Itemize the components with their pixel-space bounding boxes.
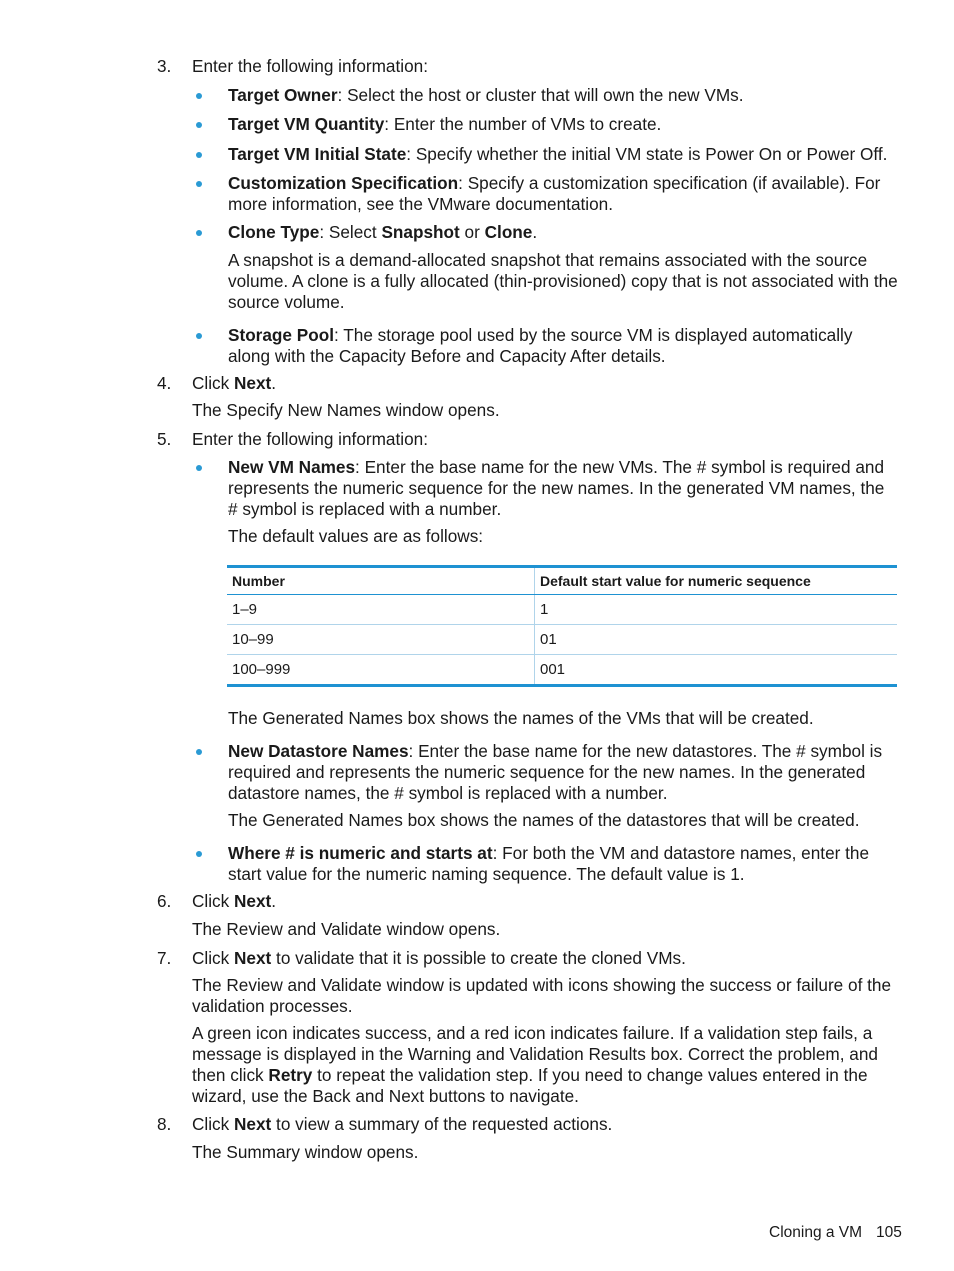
table-cell: 1–9 xyxy=(227,595,535,625)
rest-text: to validate that it is possible to create the cloned VMs. xyxy=(271,948,686,968)
table-row xyxy=(227,595,897,625)
next-label: Next xyxy=(234,373,272,393)
clone-option: Clone xyxy=(484,222,533,242)
step-7-para-1: The Review and Validate window is updated with icons showing the success or failure of the validation processes. xyxy=(192,975,892,1016)
next-label: Next xyxy=(234,891,272,911)
term: Target VM Initial State xyxy=(228,144,407,164)
table-cell: 10–99 xyxy=(227,625,535,655)
para-text: to repeat the validation step. If you need to change values entered in the wizard, use the Back and Next buttons to navigate. xyxy=(192,1065,868,1106)
desc: : Enter the base name for the new VMs. The # symbol is required and represents the numeric sequence for the new names. In the generated VM names, the # symbol is replaced with a number. xyxy=(228,457,885,519)
step-7-number: 7. xyxy=(157,948,172,968)
rest-text: to view a summary of the requested actions. xyxy=(271,1114,613,1134)
bullet-icon xyxy=(196,230,202,236)
step-3-text: Enter the following information: xyxy=(192,56,428,76)
para-text: A green icon indicates success, and a red icon indicates failure. If a validation step fails, a message is displayed in the Warning and Validation Results box. Correct the problem, and then click xyxy=(192,1023,878,1085)
step-6-result: The Review and Validate window opens. xyxy=(192,919,501,939)
after-table-note: The Generated Names box shows the names of the VMs that will be created. xyxy=(228,708,814,728)
desc: : Enter the number of VMs to create. xyxy=(384,114,662,134)
table-cell: 1 xyxy=(535,595,898,625)
term: New Datastore Names xyxy=(228,741,409,761)
step-8-result: The Summary window opens. xyxy=(192,1142,419,1162)
bullet-icon xyxy=(196,851,202,857)
desc: : Specify whether the initial VM state is Power On or Power Off. xyxy=(406,144,888,164)
step-7-text xyxy=(192,948,897,969)
bullet-new-vm-names xyxy=(228,457,898,520)
desc: : Enter the base name for the new datastores. The # symbol is required and represents the numeric sequence for the new names. In the generated datastore names, the # symbol is replaced with a number. xyxy=(228,741,883,803)
bullet-icon xyxy=(196,122,202,128)
term: Storage Pool xyxy=(228,325,335,345)
retry-label: Retry xyxy=(268,1065,313,1085)
bullet-icon xyxy=(196,333,202,339)
bullet-icon xyxy=(196,749,202,755)
term: Customization Specification xyxy=(228,173,459,193)
step-4-result: The Specify New Names window opens. xyxy=(192,400,500,420)
end-text: . xyxy=(271,373,277,393)
column-header: Default start value for numeric sequence xyxy=(535,567,898,595)
click-text: Click xyxy=(192,948,235,968)
term: Target Owner xyxy=(228,85,338,105)
term: New VM Names xyxy=(228,457,356,477)
click-text: Click xyxy=(192,1114,235,1134)
bullet-target-owner xyxy=(228,85,898,106)
bullet-target-vm-initial-state xyxy=(228,144,898,165)
defaults-intro: The default values are as follows: xyxy=(228,526,484,546)
snapshot-option: Snapshot xyxy=(381,222,460,242)
step-5-number: 5. xyxy=(157,429,172,449)
term: Clone Type xyxy=(228,222,320,242)
step-8-number: 8. xyxy=(157,1114,172,1134)
term: Where # is numeric and starts at xyxy=(228,843,493,863)
page-number: 105 xyxy=(876,1224,902,1241)
desc: : Specify a customization specification (if available). For more information, see the VMware documentation. xyxy=(228,173,881,214)
bullet-icon xyxy=(196,181,202,187)
default-values-table xyxy=(227,565,897,687)
step-7-para-2 xyxy=(192,1023,897,1107)
bullet-numeric-start xyxy=(228,843,898,885)
step-6-number: 6. xyxy=(157,891,172,911)
datastore-names-note: The Generated Names box shows the names of the datastores that will be created. xyxy=(228,810,860,830)
step-3-number: 3. xyxy=(157,56,172,76)
table-header-row xyxy=(227,567,897,595)
table-row xyxy=(227,655,897,686)
desc: or xyxy=(459,222,485,242)
click-text: Click xyxy=(192,891,235,911)
end-text: . xyxy=(271,891,277,911)
bullet-icon xyxy=(196,93,202,99)
bullet-icon xyxy=(196,152,202,158)
click-text: Click xyxy=(192,373,235,393)
step-6-text xyxy=(192,891,897,912)
desc: : Select the host or cluster that will own the new VMs. xyxy=(337,85,744,105)
table-cell: 100–999 xyxy=(227,655,535,686)
column-header: Number xyxy=(227,567,535,595)
table-row xyxy=(227,625,897,655)
table-cell: 01 xyxy=(535,625,898,655)
bullet-icon xyxy=(196,465,202,471)
desc: : For both the VM and datastore names, enter the start value for the numeric naming sequence. The default value is 1. xyxy=(228,843,870,884)
next-label: Next xyxy=(234,1114,272,1134)
bullet-target-vm-quantity xyxy=(228,114,898,135)
step-4-number: 4. xyxy=(157,373,172,393)
term: Target VM Quantity xyxy=(228,114,385,134)
step-5-text: Enter the following information: xyxy=(192,429,428,449)
footer-section: Cloning a VM xyxy=(769,1224,863,1241)
bullet-storage-pool xyxy=(228,325,898,367)
desc: : The storage pool used by the source VM is displayed automatically along with the Capacity Before and Capacity After details. xyxy=(228,325,853,366)
bullet-new-datastore-names xyxy=(228,741,898,804)
page-footer xyxy=(769,1222,902,1243)
desc: : Select xyxy=(319,222,382,242)
next-label: Next xyxy=(234,948,272,968)
step-4-text xyxy=(192,373,897,394)
bullet-customization-specification xyxy=(228,173,898,215)
step-8-text xyxy=(192,1114,897,1135)
desc: . xyxy=(532,222,538,242)
clone-type-note: A snapshot is a demand-allocated snapshot that remains associated with the source volume. A clone is a fully allocated (thin-provisioned) copy that is not associated with the source volume. xyxy=(228,250,898,312)
table-cell: 001 xyxy=(540,661,566,678)
bullet-clone-type xyxy=(228,222,898,243)
